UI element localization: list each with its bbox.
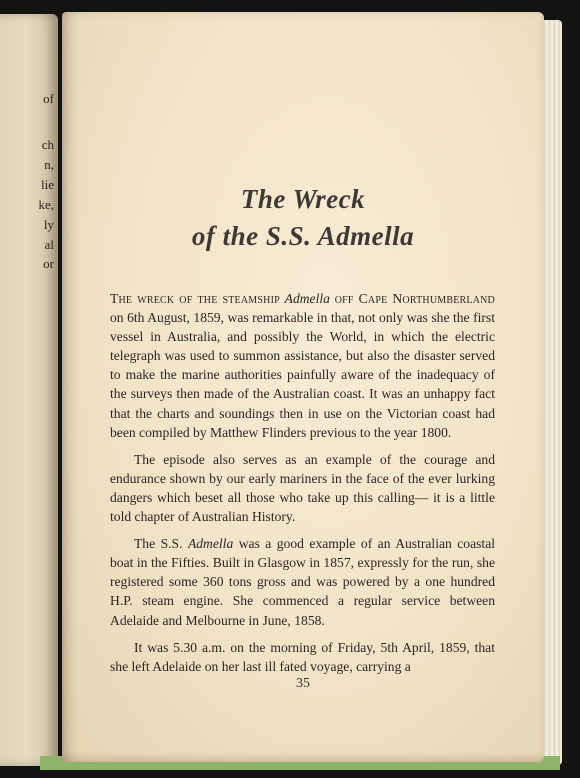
facing-page-fragment: ly xyxy=(43,217,54,232)
facing-page-fragment: n, xyxy=(44,157,54,172)
facing-page-fragment: or xyxy=(43,256,54,271)
facing-page-fragment: ke, xyxy=(38,197,54,212)
paragraph-1-text: on 6th August, 1859, was remarkable in that, not only was she the first vessel in Australia, and possibly the World, in which the electric telegraph was used to summon assistance, but also the disaster served to make the marine authorities painfully aware of the inadequacy of the surveys then made of the Australian coast. It was an unhappy fact that the charts and soundings then in use on the Victorian coast had been compiled by Matthew Flinders previous to the year 1800. xyxy=(110,310,495,440)
ship-name: Admella xyxy=(187,536,234,552)
chapter-title-line-2: of the S.S. Admella xyxy=(191,221,415,251)
page-number: 35 xyxy=(296,676,310,691)
opening-small-caps-2: off Cape Northumberland xyxy=(334,291,495,306)
paragraph-3-pre: The S.S. xyxy=(134,536,183,552)
facing-page-fragment: of xyxy=(43,91,54,106)
facing-page-fragment: ch xyxy=(41,137,54,152)
facing-page xyxy=(0,14,58,766)
facing-page-fragment: lie xyxy=(41,177,54,192)
paragraph-3 xyxy=(110,534,495,629)
ship-name: Admella xyxy=(284,291,330,306)
opening-small-caps: The wreck of the steamship xyxy=(110,291,280,306)
paragraph-1 xyxy=(110,289,495,442)
paragraph-3-text: was a good example of an Australian coastal boat in the Fifties. Built in Glasgow in 1857, expressly for the run, she registered some 360 tons gross and was powered by a one hundred H.P. steam engine. She commenced a regular service between Adelaide and Melbourne in June, 1858. xyxy=(110,536,496,628)
chapter-title-line-1: The Wreck xyxy=(240,184,366,214)
chapter-body xyxy=(110,289,495,684)
facing-page-fragment: al xyxy=(44,237,54,252)
book-page xyxy=(62,12,544,762)
paragraph-2: The episode also serves as an example of the courage and endurance shown by our early mariners in the face of the ever lurking dangers which beset all those who take up this calling— it is a little told chapter of Australian History. xyxy=(110,451,495,525)
paragraph-4: It was 5.30 a.m. on the morning of Friday, 5th April, 1859, that she left Adelaide on her last ill fated voyage, carrying a xyxy=(110,639,495,674)
